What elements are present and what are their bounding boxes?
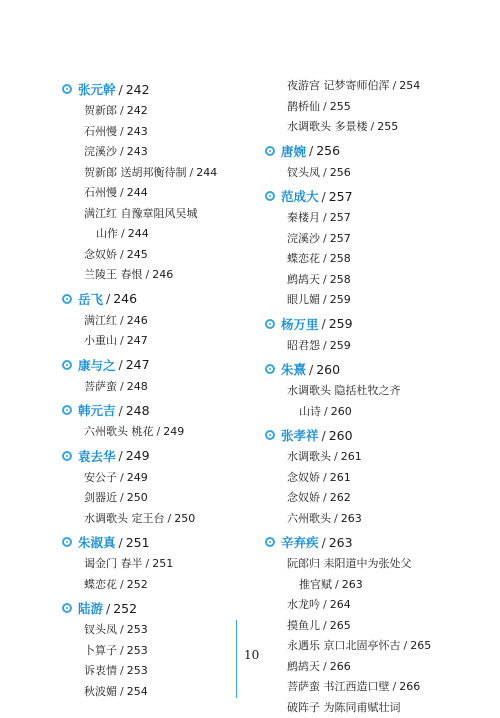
toc-poet-heading[interactable] [62, 596, 252, 620]
work-title: 菩萨蛮 [84, 380, 117, 393]
page-separator: / [323, 471, 327, 484]
page-separator: / [190, 166, 194, 179]
toc-poet-heading[interactable] [265, 312, 485, 336]
work-title: 贺新郎 送胡邦衡待制 [84, 166, 187, 179]
bullet-circle-icon [62, 451, 72, 461]
toc-work-entry[interactable] [62, 641, 252, 662]
toc-poet-heading[interactable] [62, 287, 252, 311]
toc-work-entry[interactable] [62, 163, 252, 184]
toc-work-entry[interactable] [265, 76, 485, 97]
work-title: 蝶恋花 [84, 578, 117, 591]
page-separator: / [323, 252, 327, 265]
toc-work-entry[interactable] [265, 336, 485, 357]
toc-work-entry[interactable] [265, 447, 485, 468]
work-title: 满江红 [84, 314, 117, 327]
work-title: 诉衷情 [84, 664, 117, 677]
toc-right-column [265, 76, 485, 718]
toc-work-entry[interactable] [62, 101, 252, 122]
work-title: 秋波媚 [84, 685, 117, 698]
toc-work-entry[interactable] [265, 208, 485, 229]
page-separator: / [120, 145, 124, 158]
toc-work-entry[interactable] [265, 97, 485, 118]
toc-work-entry[interactable] [62, 682, 252, 703]
poet-name: 陆游 [78, 599, 103, 617]
bullet-circle-icon [62, 84, 72, 94]
page-ref: 253 [127, 644, 148, 657]
page-ref: 266 [330, 660, 351, 673]
page-separator: / [323, 232, 327, 245]
work-title: 石州慢 [84, 125, 117, 138]
page-ref: 249 [127, 471, 148, 484]
work-title: 破阵子 为陈同甫赋壮词 [287, 701, 401, 714]
toc-work-entry[interactable] [265, 657, 485, 678]
work-title: 鹧鸪天 [287, 273, 320, 286]
toc-work-entry[interactable] [265, 163, 485, 184]
toc-poet-heading[interactable] [62, 530, 252, 554]
toc-work-entry[interactable] [62, 377, 252, 398]
page-separator: / [404, 639, 408, 652]
page-ref: 255 [330, 100, 351, 113]
work-title: 山作 [96, 227, 118, 240]
page-separator: / [119, 357, 123, 372]
page-separator: / [120, 380, 124, 393]
page-ref: 249 [163, 425, 184, 438]
work-title: 满江红 自豫章阻风吴城 [84, 207, 198, 220]
bullet-circle-icon [62, 603, 72, 613]
bullet-circle-icon [62, 294, 72, 304]
page-separator: / [323, 273, 327, 286]
work-title: 水调歌头 隐括杜牧之齐 [287, 384, 401, 397]
page-ref: 253 [127, 664, 148, 677]
bullet-circle-icon [265, 537, 275, 547]
page-ref: 260 [331, 405, 352, 418]
page-separator: / [323, 660, 327, 673]
work-title: 安公子 [84, 471, 117, 484]
work-title: 秦楼月 [287, 211, 320, 224]
page-ref: 262 [330, 491, 351, 504]
toc-work-entry[interactable] [265, 636, 485, 657]
work-title: 鹧鸪天 [287, 660, 320, 673]
page-separator: / [309, 143, 313, 158]
work-title: 眼儿媚 [287, 293, 320, 306]
footer-divider [236, 620, 237, 698]
toc-work-entry[interactable] [265, 381, 485, 402]
page-separator: / [335, 578, 339, 591]
page-ref: 247 [127, 334, 148, 347]
page-number: 10 [244, 648, 259, 662]
page-ref: 247 [126, 357, 150, 372]
toc-left-column [62, 76, 252, 702]
page-separator: / [120, 471, 124, 484]
toc-work-entry[interactable] [62, 575, 252, 596]
page-separator: / [323, 619, 327, 632]
page-separator: / [323, 491, 327, 504]
toc-poet-heading[interactable] [62, 398, 252, 422]
page-ref: 257 [329, 189, 353, 204]
work-title: 念奴娇 [287, 491, 320, 504]
work-title: 念奴娇 [287, 471, 320, 484]
work-title: 谒金门 春半 [84, 557, 143, 570]
page-separator: / [120, 685, 124, 698]
poet-name: 康与之 [78, 356, 116, 374]
work-title: 念奴娇 [84, 248, 117, 261]
toc-work-entry[interactable] [265, 468, 485, 489]
page-ref: 246 [152, 268, 173, 281]
page-ref: 251 [126, 535, 150, 550]
toc-work-entry[interactable] [62, 620, 252, 641]
work-title: 推官赋 [299, 578, 332, 591]
page-ref: 250 [174, 512, 195, 525]
toc-work-entry[interactable] [62, 331, 252, 352]
poet-name: 张孝祥 [281, 426, 319, 444]
page-ref: 249 [126, 448, 150, 463]
page-ref: 259 [330, 293, 351, 306]
toc-work-entry[interactable] [265, 290, 485, 311]
poet-name: 袁去华 [78, 447, 116, 465]
page-separator: / [119, 82, 123, 97]
poet-name: 辛弃疾 [281, 533, 319, 551]
page-separator: / [120, 644, 124, 657]
work-title: 鹊桥仙 [287, 100, 320, 113]
page-ref: 243 [127, 145, 148, 158]
page-separator: / [168, 512, 172, 525]
work-title: 水龙吟 [287, 598, 320, 611]
page-ref: 252 [113, 601, 137, 616]
page-ref: 259 [330, 339, 351, 352]
page-ref: 252 [127, 578, 148, 591]
page-ref: 245 [127, 248, 148, 261]
page-separator: / [322, 316, 326, 331]
work-title: 蝶恋花 [287, 252, 320, 265]
page-separator: / [309, 362, 313, 377]
toc-work-entry[interactable] [62, 311, 252, 332]
page-separator: / [323, 100, 327, 113]
poet-name: 韩元吉 [78, 401, 116, 419]
page-separator: / [323, 339, 327, 352]
poet-name: 张元幹 [78, 80, 116, 98]
page-ref: 265 [410, 639, 431, 652]
toc-work-entry[interactable] [265, 554, 485, 575]
toc-poet-heading[interactable] [62, 444, 252, 468]
poet-name: 范成大 [281, 187, 319, 205]
page-ref: 254 [399, 79, 420, 92]
work-title: 剑器近 [84, 491, 117, 504]
toc-work-entry[interactable] [265, 117, 485, 138]
toc-poet-heading[interactable] [62, 353, 252, 377]
page-ref: 248 [126, 403, 150, 418]
work-title: 永遇乐 京口北固亭怀古 [287, 639, 401, 652]
toc-work-entry[interactable] [265, 698, 485, 718]
poet-name: 唐婉 [281, 142, 306, 160]
page-separator: / [146, 268, 150, 281]
page-separator: / [322, 189, 326, 204]
work-title: 摸鱼儿 [287, 619, 320, 632]
work-title: 夜游宫 记梦寄师伯浑 [287, 79, 390, 92]
toc-work-entry[interactable] [265, 402, 485, 423]
page-ref: 258 [330, 252, 351, 265]
page-separator: / [120, 334, 124, 347]
page-ref: 260 [316, 362, 340, 377]
bullet-circle-icon [265, 319, 275, 329]
page-ref: 266 [399, 680, 420, 693]
page-separator: / [334, 512, 338, 525]
page-separator: / [119, 535, 123, 550]
work-title: 卜算子 [84, 644, 117, 657]
page-ref: 251 [152, 557, 173, 570]
bullet-circle-icon [265, 364, 275, 374]
page-ref: 261 [341, 450, 362, 463]
toc-poet-heading[interactable] [265, 530, 485, 554]
page-ref: 257 [330, 211, 351, 224]
page-separator: / [371, 120, 375, 133]
page-ref: 244 [128, 227, 149, 240]
page-separator: / [106, 291, 110, 306]
toc-work-entry[interactable] [265, 249, 485, 270]
toc-poet-heading[interactable] [265, 357, 485, 381]
poet-name: 朱熹 [281, 360, 306, 378]
work-title: 石州慢 [84, 186, 117, 199]
toc-work-entry[interactable] [62, 224, 252, 245]
page-ref: 254 [127, 685, 148, 698]
page-ref: 253 [127, 623, 148, 636]
page-ref: 264 [330, 598, 351, 611]
page-ref: 260 [329, 428, 353, 443]
toc-work-entry[interactable] [62, 265, 252, 286]
toc-work-entry[interactable] [62, 554, 252, 575]
toc-work-entry[interactable] [265, 509, 485, 530]
poet-name: 朱淑真 [78, 533, 116, 551]
work-title: 六州歌头 [287, 512, 331, 525]
page-separator: / [120, 664, 124, 677]
page-ref: 256 [330, 166, 351, 179]
bullet-circle-icon [265, 430, 275, 440]
page-ref: 244 [196, 166, 217, 179]
toc-work-entry[interactable] [62, 661, 252, 682]
toc-work-entry[interactable] [62, 245, 252, 266]
toc-work-entry[interactable] [265, 595, 485, 616]
page-ref: 258 [330, 273, 351, 286]
page-ref: 255 [377, 120, 398, 133]
page-separator: / [119, 403, 123, 418]
page-ref: 263 [342, 578, 363, 591]
page-separator: / [393, 680, 397, 693]
toc-work-entry[interactable] [62, 509, 252, 530]
toc-work-entry[interactable] [62, 142, 252, 163]
work-title: 阮郎归 耒阳道中为张处父 [287, 557, 412, 570]
page-ref: 265 [330, 619, 351, 632]
page-ref: 248 [127, 380, 148, 393]
work-title: 水调歌头 定王台 [84, 512, 165, 525]
page-separator: / [120, 125, 124, 138]
work-title: 钗头凤 [84, 623, 117, 636]
bullet-circle-icon [62, 360, 72, 370]
toc-work-entry[interactable] [62, 488, 252, 509]
page-ref: 263 [329, 535, 353, 550]
bullet-circle-icon [62, 405, 72, 415]
toc-work-entry[interactable] [265, 575, 485, 596]
page-separator: / [323, 211, 327, 224]
page-separator: / [120, 104, 124, 117]
work-title: 浣溪沙 [287, 232, 320, 245]
work-title: 水调歌头 [287, 450, 331, 463]
page-ref: 256 [316, 143, 340, 158]
page-ref: 263 [341, 512, 362, 525]
page-separator: / [322, 535, 326, 550]
toc-poet-heading[interactable] [265, 139, 485, 163]
page-separator: / [146, 557, 150, 570]
work-title: 贺新郎 [84, 104, 117, 117]
page-separator: / [119, 448, 123, 463]
page-separator: / [157, 425, 161, 438]
bullet-circle-icon [62, 537, 72, 547]
page-ref: 242 [126, 82, 150, 97]
poet-name: 杨万里 [281, 315, 319, 333]
poet-name: 岳飞 [78, 290, 103, 308]
page-separator: / [120, 248, 124, 261]
page-ref: 242 [127, 104, 148, 117]
work-title: 小重山 [84, 334, 117, 347]
work-title: 浣溪沙 [84, 145, 117, 158]
toc-poet-heading[interactable] [265, 184, 485, 208]
page-separator: / [323, 166, 327, 179]
toc-work-entry[interactable] [62, 183, 252, 204]
toc-work-entry[interactable] [265, 270, 485, 291]
work-title: 菩萨蛮 书江西造口壁 [287, 680, 390, 693]
work-title: 昭君怨 [287, 339, 320, 352]
work-title: 六州歌头 桃花 [84, 425, 154, 438]
toc-work-entry[interactable] [62, 122, 252, 143]
page-ref: 244 [127, 186, 148, 199]
page-separator: / [121, 227, 125, 240]
page-ref: 246 [113, 291, 137, 306]
page-separator: / [120, 491, 124, 504]
page-ref: 257 [330, 232, 351, 245]
toc-work-entry[interactable] [265, 677, 485, 698]
work-title: 兰陵王 春恨 [84, 268, 143, 281]
work-title: 山诗 [299, 405, 321, 418]
toc-poet-heading[interactable] [62, 77, 252, 101]
toc-work-entry[interactable] [265, 488, 485, 509]
page-separator: / [322, 428, 326, 443]
toc-work-entry[interactable] [265, 616, 485, 637]
toc-work-entry[interactable] [265, 229, 485, 250]
toc-work-entry[interactable] [62, 204, 252, 225]
page-separator: / [120, 623, 124, 636]
page-ref: 243 [127, 125, 148, 138]
page-separator: / [106, 601, 110, 616]
toc-poet-heading[interactable] [265, 423, 485, 447]
page-separator: / [323, 293, 327, 306]
page-separator: / [120, 186, 124, 199]
bullet-circle-icon [265, 146, 275, 156]
page-separator: / [120, 314, 124, 327]
bullet-circle-icon [265, 191, 275, 201]
page-ref: 261 [330, 471, 351, 484]
toc-work-entry[interactable] [62, 468, 252, 489]
page-ref: 259 [329, 316, 353, 331]
page-ref: 250 [127, 491, 148, 504]
work-title: 水调歌头 多景楼 [287, 120, 368, 133]
page-separator: / [324, 405, 328, 418]
work-title: 钗头凤 [287, 166, 320, 179]
page-separator: / [334, 450, 338, 463]
page-ref: 246 [127, 314, 148, 327]
page-separator: / [393, 79, 397, 92]
page-separator: / [120, 578, 124, 591]
toc-work-entry[interactable] [62, 422, 252, 443]
page-separator: / [323, 598, 327, 611]
